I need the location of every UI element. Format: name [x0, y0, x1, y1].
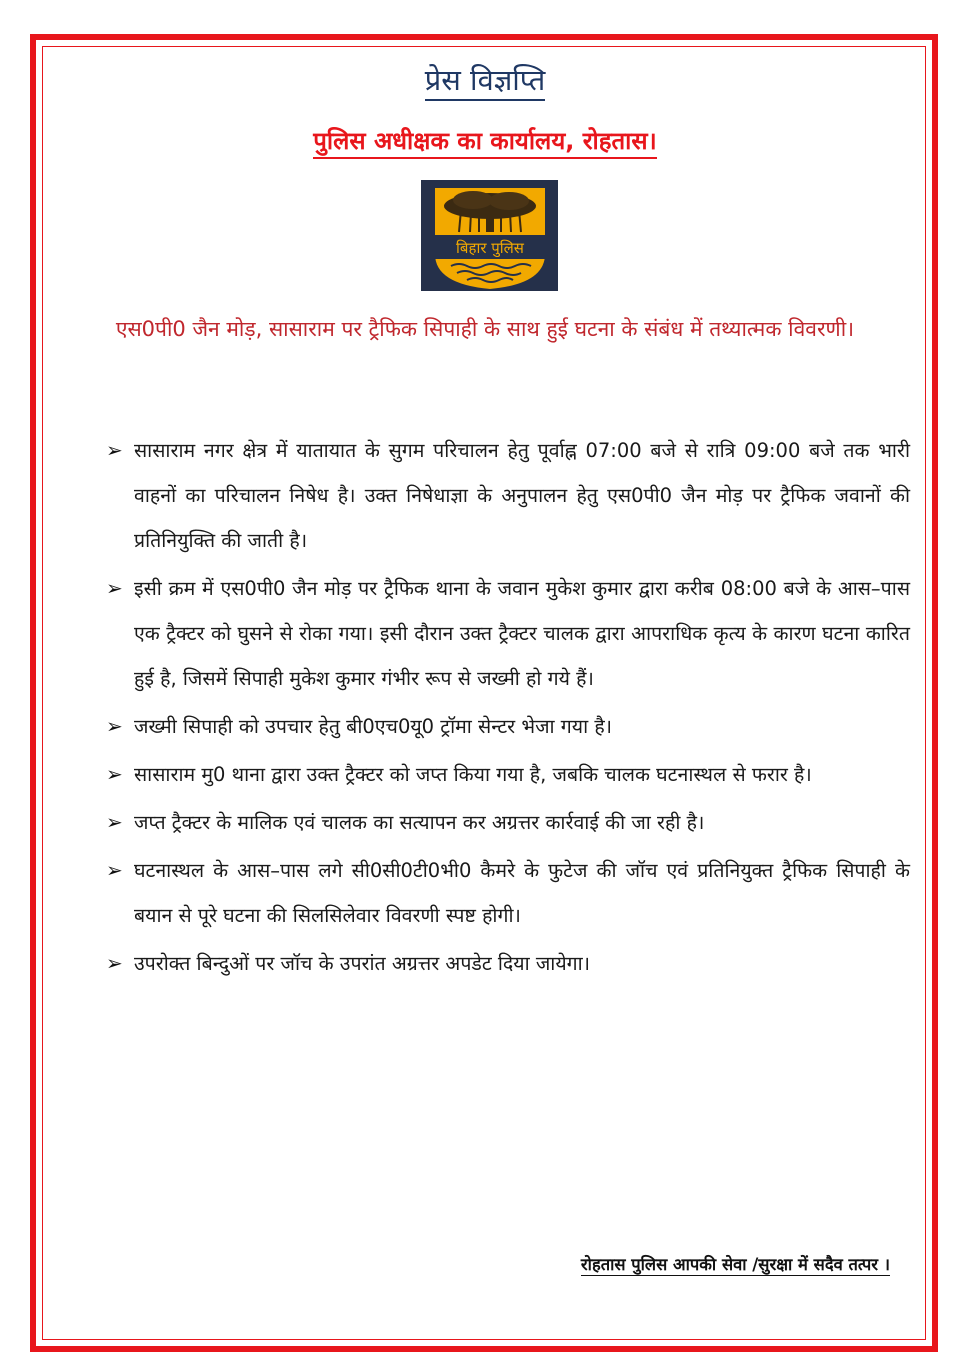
press-release-title — [0, 60, 970, 99]
point-text: सासाराम नगर क्षेत्र में यातायात के सुगम परिचालन हेतु पूर्वाह्न 07:00 बजे से रात्रि 09:00 बजे तक भारी वाहनों का परिचालन निषेध है। उक्त निषेधाज्ञा के अनुपालन हेतु एस0पी0 जैन मोड़ पर ट्रैफिक जवानों की प्रतिनियुक्ति की जाती है। — [134, 439, 910, 552]
point-text: उपरोक्त बिन्दुओं पर जॉच के उपरांत अग्रत्तर अपडेट दिया जायेगा। — [134, 952, 591, 975]
points-list — [104, 428, 910, 989]
footer-slogan-text: रोहतास पुलिस आपकी सेवा /सुरक्षा में सदैव तत्पर । — [580, 1255, 890, 1274]
arrow-bullet-icon: ➢ — [106, 714, 123, 738]
arrow-bullet-icon: ➢ — [106, 951, 123, 975]
arrow-bullet-icon: ➢ — [106, 576, 123, 600]
point-text: सासाराम मु0 थाना द्वारा उक्त ट्रैक्टर को जप्त किया गया है, जबकि चालक घटनास्थल से फरार है। — [134, 763, 812, 786]
logo-text: बिहार पुलिस — [456, 239, 524, 257]
point-text: जप्त ट्रैक्टर के मालिक एवं चालक का सत्यापन कर अग्रत्तर कार्रवाई की जा रही है। — [134, 811, 705, 834]
list-item — [104, 566, 910, 701]
list-item — [104, 428, 910, 563]
point-text: जख्मी सिपाही को उपचार हेतु बी0एच0यू0 ट्रॉमा सेन्टर भेजा गया है। — [134, 715, 613, 738]
office-heading — [0, 124, 970, 157]
list-item — [104, 752, 910, 797]
point-text: घटनास्थल के आस–पास लगे सी0सी0टी0भी0 कैमरे के फुटेज की जॉच एवं प्रतिनियुक्त ट्रैफिक सिपाही के बयान से पूरे घटना की सिलसिलेवार विवरणी स्पष्ट होगी। — [134, 859, 910, 927]
press-release-title-text: प्रेस विज्ञप्ति — [425, 63, 546, 101]
list-item — [104, 800, 910, 845]
subject-line: एस0पी0 जैन मोड़, सासाराम पर ट्रैफिक सिपाही के साथ हुई घटना के संबंध में तथ्यात्मक विवरणी। — [115, 317, 855, 341]
arrow-bullet-icon: ➢ — [106, 858, 123, 882]
list-item — [104, 848, 910, 938]
footer-slogan — [581, 1252, 890, 1275]
arrow-bullet-icon: ➢ — [106, 762, 123, 786]
list-item — [104, 941, 910, 986]
bihar-police-logo-image — [421, 180, 558, 291]
point-text: इसी क्रम में एस0पी0 जैन मोड़ पर ट्रैफिक थाना के जवान मुकेश कुमार द्वारा करीब 08:00 बजे के आस–पास एक ट्रैक्टर को घुसने से रोका गया। इसी दौरान उक्त ट्रैक्टर चालक द्वारा आपराधिक कृत्य के कारण घटना कारित हुई है, जिसमें सिपाही मुकेश कुमार गंभीर रूप से जख्मी हो गये हैं। — [134, 577, 910, 690]
arrow-bullet-icon: ➢ — [106, 810, 123, 834]
office-heading-text: पुलिस अधीक्षक का कार्यालय, रोहतास। — [313, 127, 656, 159]
arrow-bullet-icon: ➢ — [106, 438, 123, 462]
list-item — [104, 704, 910, 749]
bihar-police-logo — [421, 180, 558, 291]
